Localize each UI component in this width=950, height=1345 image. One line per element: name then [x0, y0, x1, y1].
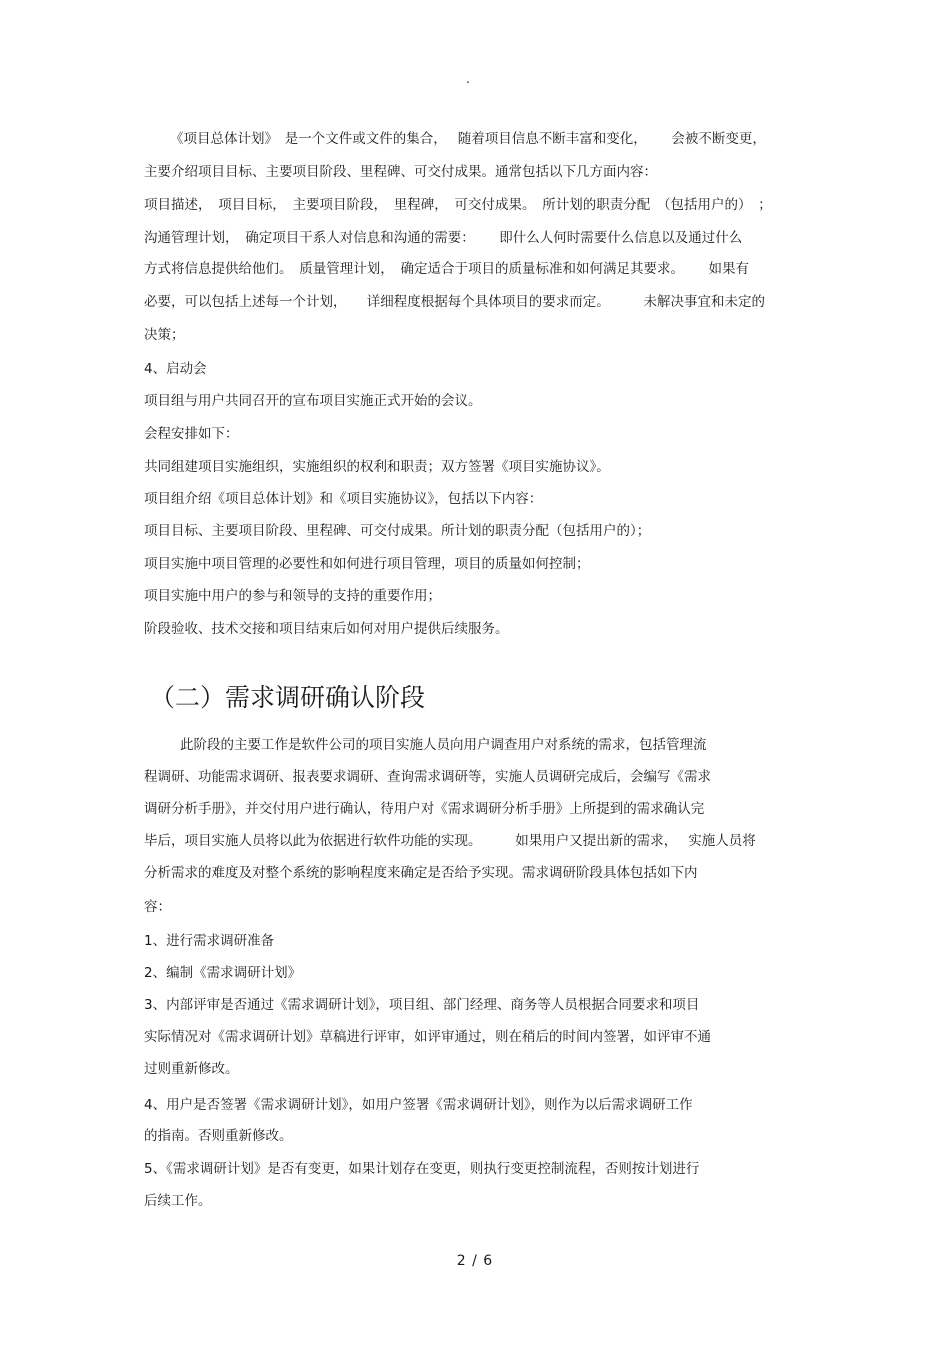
paragraph-line: 共同组建项目实施组织，实施组织的权利和职责；双方签署《项目实施协议》。: [144, 459, 610, 475]
page-number: 2 / 6: [456, 1253, 494, 1269]
paragraph-line: 项目实施中项目管理的必要性和如何进行项目管理，项目的质量如何控制；: [144, 556, 590, 572]
paragraph-line: 方式将信息提供给他们。 质量管理计划， 确定适合于项目的质量标准和如何满足其要求。 如果有: [144, 261, 750, 277]
paragraph-line: 《项目总体计划》 是一个文件或文件的集合， 随着项目信息不断丰富和变化， 会被不断变更，: [170, 131, 766, 147]
list-heading: 4、启动会: [144, 361, 207, 377]
paragraph-line: 决策；: [144, 327, 185, 343]
paragraph-line: 会程安排如下：: [144, 426, 239, 442]
paragraph-line: 毕后，项目实施人员将以此为依据进行软件功能的实现。 如果用户又提出新的需求， 实施人员将: [144, 833, 756, 849]
list-item: 1、进行需求调研准备: [144, 933, 275, 949]
paragraph-line: 实际情况对《需求调研计划》草稿进行评审，如评审通过，则在稍后的时间内签署，如评审不通: [144, 1029, 711, 1045]
paragraph-line: 必要，可以包括上述每一个计划， 详细程度根据每个具体项目的要求而定。 未解决事宜和未定的: [144, 294, 765, 310]
paragraph-line: 项目组与用户共同召开的宣布项目实施正式开始的会议。: [144, 393, 482, 409]
list-item: 4、用户是否签署《需求调研计划》，如用户签署《需求调研计划》，则作为以后需求调研工作: [144, 1097, 693, 1113]
paragraph-line: 过则重新修改。: [144, 1061, 239, 1077]
list-item: 5、《需求调研计划》是否有变更，如果计划存在变更，则执行变更控制流程，否则按计划进行: [144, 1161, 700, 1177]
paragraph-line: 程调研、功能需求调研、报表要求调研、查询需求调研等，实施人员调研完成后，会编写《需求: [144, 769, 711, 785]
paragraph-line: 沟通管理计划， 确定项目干系人对信息和沟通的需要： 即什么人何时需要什么信息以及通过什么: [144, 230, 743, 246]
paragraph-line: 此阶段的主要工作是软件公司的项目实施人员向用户调查用户对系统的需求，包括管理流: [180, 737, 707, 753]
paragraph-line: 调研分析手册》，并交付用户进行确认，待用户对《需求调研分析手册》上所提到的需求确认完: [144, 801, 705, 817]
paragraph-line: 项目目标、主要项目阶段、里程碑、可交付成果。所计划的职责分配（包括用户的）；: [144, 523, 651, 539]
paragraph-line: 阶段验收、技术交接和项目结束后如何对用户提供后续服务。: [144, 621, 509, 637]
paragraph-line: 的指南。否则重新修改。: [144, 1128, 293, 1144]
paragraph-line: 主要介绍项目目标、主要项目阶段、里程碑、可交付成果。通常包括以下几方面内容：: [144, 164, 657, 180]
paragraph-line: 项目描述， 项目目标， 主要项目阶段， 里程碑， 可交付成果。 所计划的职责分配 （包括用户的） ；: [144, 197, 772, 213]
section-title: （二）需求调研确认阶段: [150, 683, 426, 712]
paragraph-line: 容：: [144, 899, 171, 915]
paragraph-line: 项目组介绍《项目总体计划》和《项目实施协议》，包括以下内容：: [144, 491, 543, 507]
header-dot: .: [466, 72, 470, 86]
list-item: 3、内部评审是否通过《需求调研计划》，项目组、部门经理、商务等人员根据合同要求和项目: [144, 997, 700, 1013]
paragraph-line: 项目实施中用户的参与和领导的支持的重要作用；: [144, 588, 441, 604]
paragraph-line: 后续工作。: [144, 1193, 212, 1209]
list-item: 2、编制《需求调研计划》: [144, 965, 302, 981]
paragraph-line: 分析需求的难度及对整个系统的影响程度来确定是否给予实现。需求调研阶段具体包括如下内: [144, 865, 698, 881]
